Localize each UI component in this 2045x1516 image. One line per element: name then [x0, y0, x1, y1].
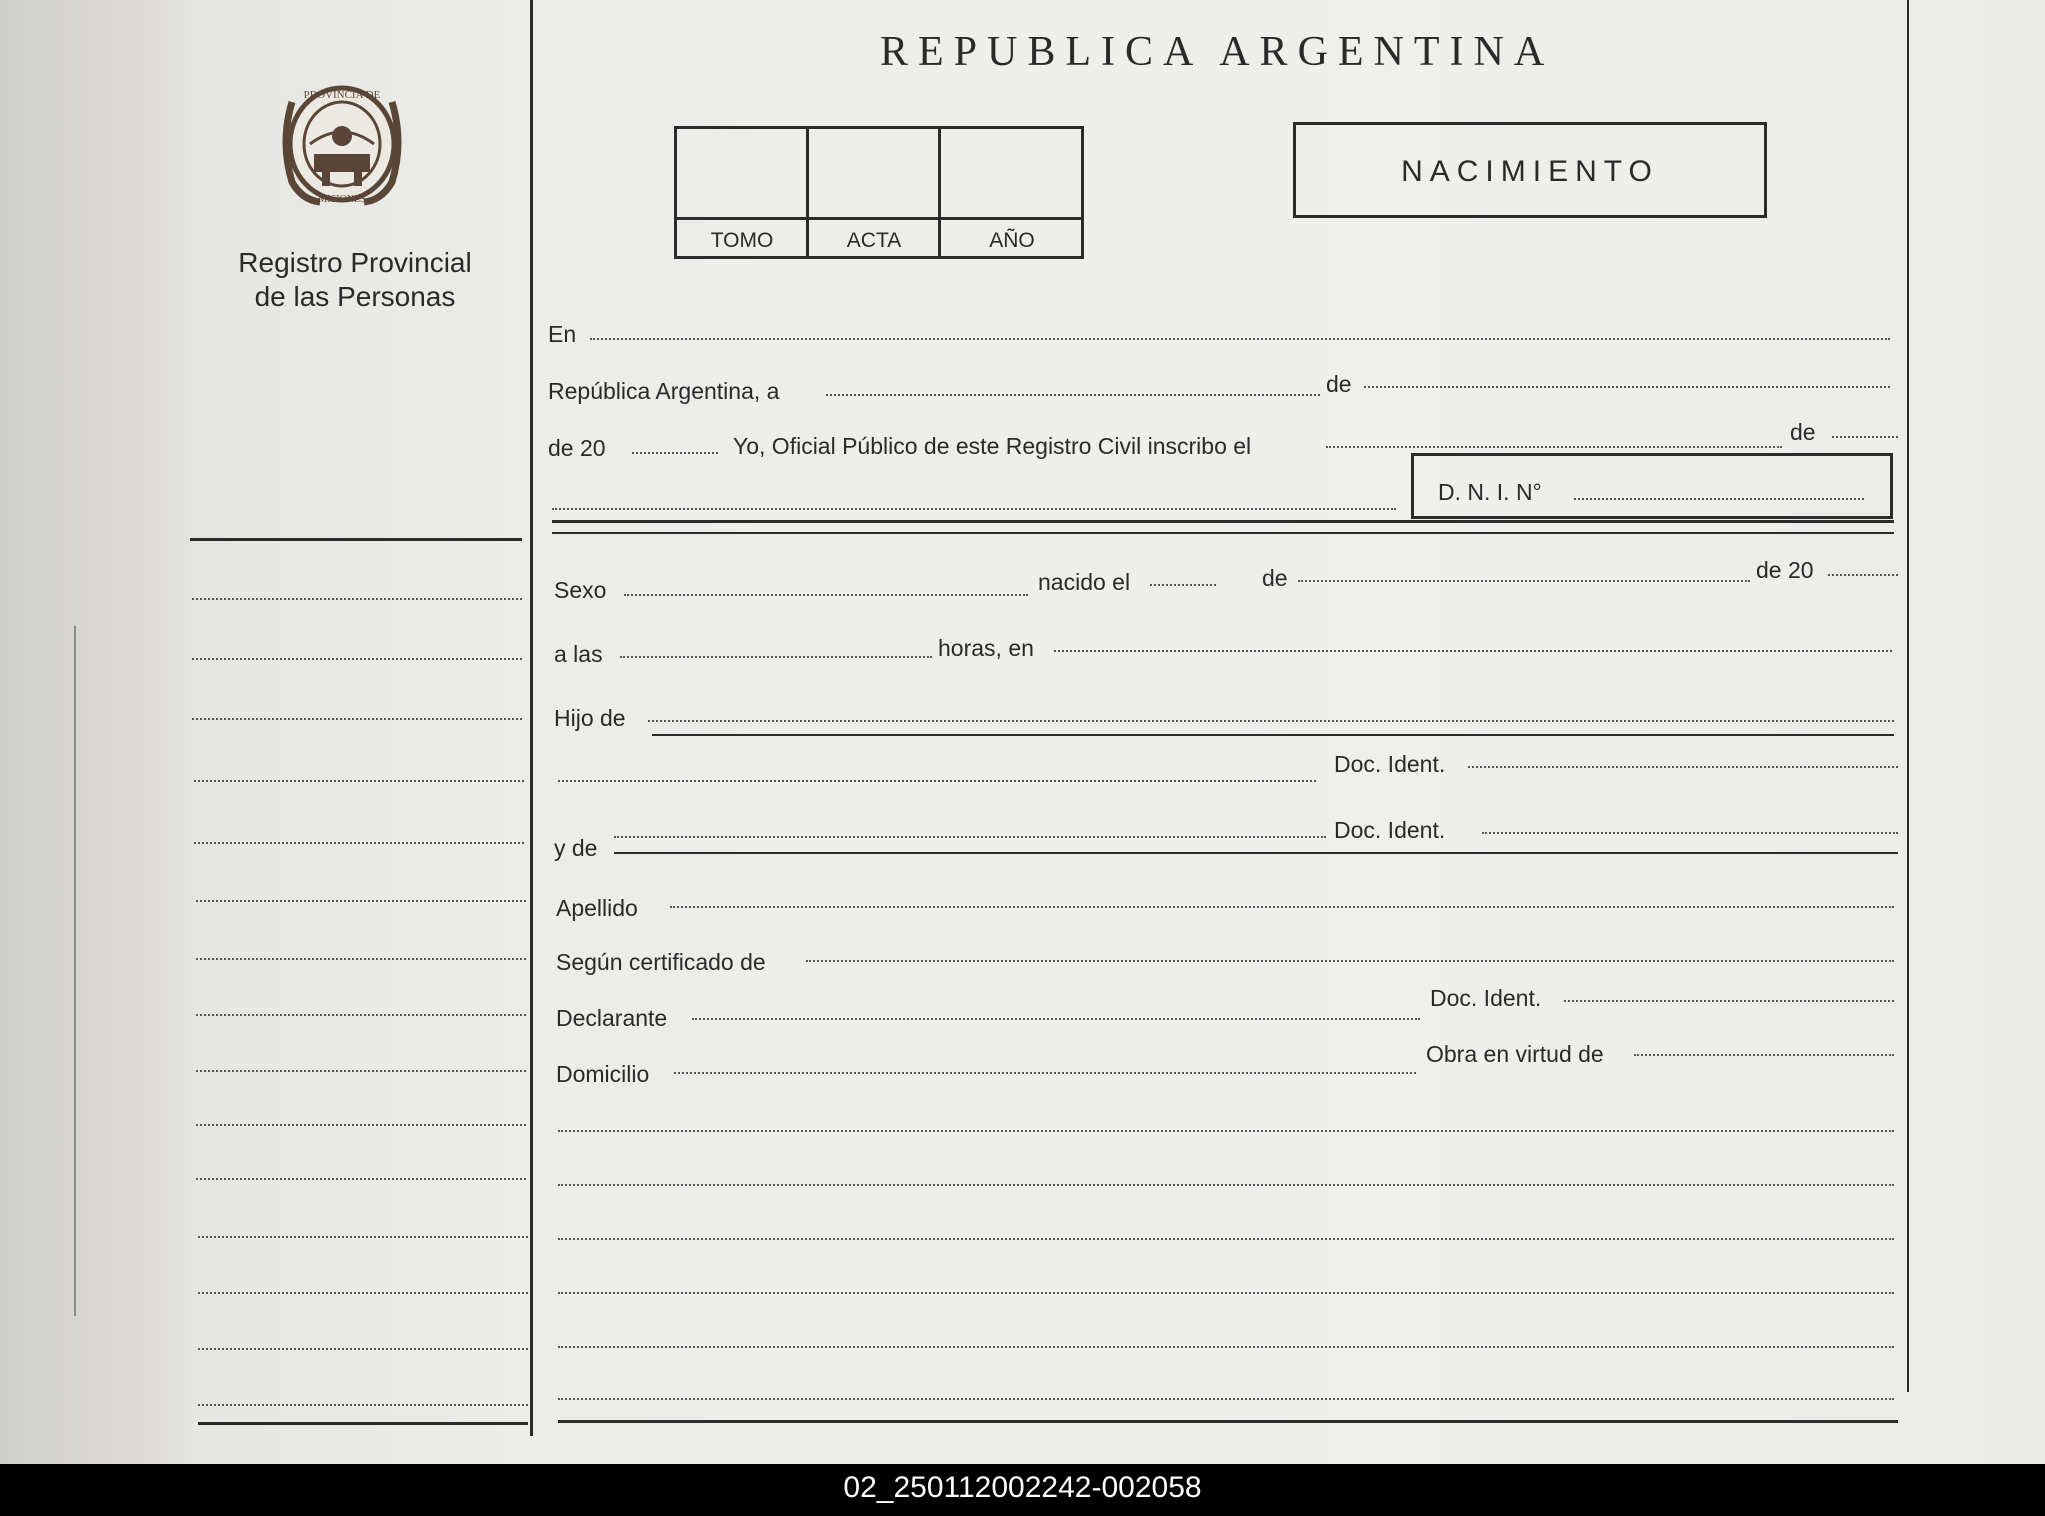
margin-line[interactable] [196, 1014, 526, 1016]
de20-label-2: de 20 [1756, 557, 1814, 583]
scan-caption: 02_250112002242-002058 [843, 1471, 1202, 1504]
yo-oficial-label: Yo, Oficial Público de este Registro Civil inscribo el [733, 433, 1252, 459]
margin-line[interactable] [198, 1348, 528, 1350]
blank-line[interactable] [558, 1130, 1894, 1132]
de-label: de [1326, 371, 1352, 397]
record-number-box [674, 126, 1084, 259]
ano-field[interactable] [632, 452, 718, 454]
margin-line[interactable] [196, 1070, 526, 1072]
margin-line[interactable] [196, 958, 526, 960]
margin-line[interactable] [194, 780, 524, 782]
acta-field[interactable] [812, 133, 934, 215]
blank-line[interactable] [558, 1346, 1894, 1348]
right-border [1907, 0, 1909, 1392]
section-rule-2 [552, 532, 1894, 534]
inscribo-de-field[interactable] [1832, 436, 1898, 438]
dni-field[interactable] [1574, 498, 1864, 500]
section-rule [552, 520, 1894, 523]
madre-underline [614, 852, 1898, 854]
margin-line[interactable] [192, 718, 522, 720]
doc-ident-label-2: Doc. Ident. [1334, 817, 1446, 843]
apellido-label: Apellido [556, 895, 638, 921]
de20-label: de 20 [548, 435, 606, 461]
en-field[interactable] [590, 338, 1890, 340]
domicilio-field[interactable] [674, 1072, 1416, 1074]
margin-line[interactable] [194, 842, 524, 844]
page-title: REPUBLICA ARGENTINA [880, 29, 1555, 75]
tomo-label: TOMO [710, 229, 774, 252]
nacido-el-label: nacido el [1038, 569, 1131, 595]
bottom-rule [558, 1420, 1898, 1423]
margin-divider [530, 0, 533, 1436]
margin-rule-bottom [198, 1422, 528, 1425]
y-de-label: y de [554, 835, 598, 861]
blank-line[interactable] [558, 1292, 1894, 1294]
a-las-label: a las [554, 641, 603, 667]
record-type-label: NACIMIENTO [1401, 155, 1659, 188]
seal-bottom-text: MISIONES [318, 194, 366, 205]
blank-line[interactable] [558, 1184, 1894, 1186]
ano-label: AÑO [989, 229, 1035, 252]
tomo-field[interactable] [681, 133, 803, 215]
nacido-mes-field[interactable] [1298, 580, 1750, 582]
margin-line[interactable] [198, 1236, 528, 1238]
margin-line[interactable] [196, 1124, 526, 1126]
registry-name-line2: de las Personas [254, 281, 456, 312]
record-type-box [1293, 122, 1767, 218]
inscribo-field[interactable] [1326, 446, 1782, 448]
registry-name [180, 246, 530, 314]
doc-ident-label: Doc. Ident. [1334, 751, 1446, 777]
margin-line[interactable] [198, 1404, 528, 1406]
nacido-dia-field[interactable] [1150, 584, 1216, 586]
madre-field[interactable] [614, 836, 1326, 838]
apellido-field[interactable] [670, 906, 1894, 908]
hijo-de-label: Hijo de [554, 705, 626, 731]
obra-en-virtud-label: Obra en virtud de [1426, 1041, 1604, 1067]
declarante-field[interactable] [692, 1018, 1420, 1020]
margin-line[interactable] [196, 1178, 526, 1180]
margin-line[interactable] [198, 1292, 528, 1294]
sexo-field[interactable] [624, 594, 1028, 596]
declarante-doc-field[interactable] [1564, 1000, 1894, 1002]
margin-rule-top [190, 538, 522, 541]
registry-name-line1: Registro Provincial [238, 247, 472, 278]
republica-label: República Argentina, a [548, 378, 780, 404]
dni-box [1411, 453, 1893, 519]
de-label-3: de [1262, 565, 1288, 591]
margin-line[interactable] [196, 900, 526, 902]
blank-line[interactable] [558, 1238, 1894, 1240]
padre-doc-field[interactable] [1468, 766, 1898, 768]
blank-line[interactable] [558, 1398, 1894, 1400]
horas-en-label: horas, en [938, 635, 1034, 661]
margin-line[interactable] [192, 598, 522, 600]
fecha-mes-field[interactable] [1364, 386, 1890, 388]
padre-nombre-field[interactable] [558, 780, 1316, 782]
segun-certificado-label: Según certificado de [556, 949, 766, 975]
domicilio-label: Domicilio [556, 1061, 650, 1087]
fecha-dia-field[interactable] [826, 394, 1320, 396]
lugar-field[interactable] [1054, 650, 1892, 652]
binding-fold [74, 626, 76, 1316]
declarante-label: Declarante [556, 1005, 668, 1031]
padre-field[interactable] [648, 720, 1894, 722]
en-label: En [548, 321, 577, 347]
sexo-label: Sexo [554, 577, 607, 603]
nacido-ano-field[interactable] [1828, 574, 1898, 576]
provincial-seal-icon [262, 62, 422, 222]
certificado-field[interactable] [806, 960, 1894, 962]
padre-underline [652, 734, 1894, 736]
acta-label: ACTA [846, 229, 902, 252]
page-shadow [0, 0, 200, 1464]
de-label-2: de [1790, 419, 1816, 445]
madre-doc-field[interactable] [1482, 832, 1898, 834]
ano-field[interactable] [944, 133, 1078, 215]
dni-label: D. N. I. N° [1438, 479, 1542, 505]
inscribo-name-field[interactable] [552, 508, 1396, 510]
obra-field[interactable] [1634, 1054, 1894, 1056]
hora-field[interactable] [620, 656, 932, 658]
doc-ident-label-3: Doc. Ident. [1430, 985, 1542, 1011]
margin-line[interactable] [192, 658, 522, 660]
seal-top-text: PROVINCIA DE [303, 89, 381, 101]
